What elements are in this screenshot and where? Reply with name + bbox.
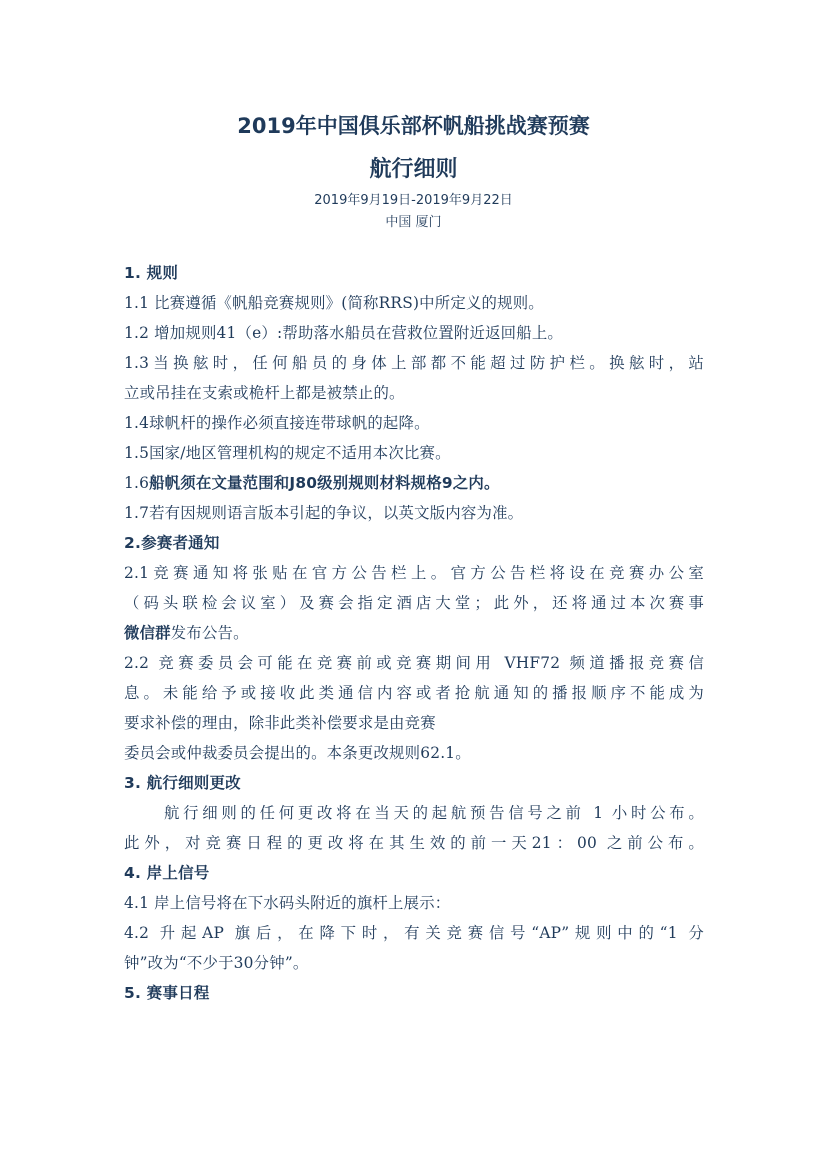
section-heading-shore-signals: 4. 岸上信号 (124, 864, 210, 882)
bold-clause-text: 船帆须在文量范围和J80级别规则材料规格9之内。 (149, 474, 500, 492)
section-heading-rules: 1. 规则 (124, 264, 179, 282)
paragraph-line: 2.1竞赛通知将张贴在官方公告栏上。官方公告栏将设在竞赛办公室 (124, 564, 704, 582)
paragraph-line: 4.2 升起AP 旗后，在降下时，有关竞赛信号“AP”规则中的“1 分 (124, 924, 704, 942)
paragraph-line: 1.5国家/地区管理机构的规定不适用本次比赛。 (124, 444, 451, 462)
event-dates: 2019年9月19日-2019年9月22日 (314, 193, 513, 208)
paragraph-line: 1.2 增加规则41（e）:帮助落水船员在营救位置附近返回船上。 (124, 324, 564, 342)
paragraph-line: 航行细则的任何更改将在当天的起航预告信号之前 1 小时公布。 (164, 804, 704, 822)
section-heading-notices: 2.参赛者通知 (124, 534, 220, 552)
event-location: 中国 厦门 (385, 215, 442, 230)
line-text: 发布公告。 (170, 624, 249, 642)
document-body (124, 258, 704, 1008)
paragraph-line: 4.1 岸上信号将在下水码头附近的旗杆上展示： (124, 894, 451, 912)
paragraph-line (124, 618, 704, 648)
paragraph-line: 1.3当换舷时，任何船员的身体上部都不能超过防护栏。换舷时，站 (124, 354, 704, 372)
paragraph-line: 钟”改为“不少于30分钟”。 (124, 954, 309, 972)
document-title: 2019年中国俱乐部杯帆船挑战赛预赛 (237, 114, 590, 138)
section-heading-amendments: 3. 航行细则更改 (124, 774, 241, 792)
paragraph-line: 息。未能给予或接收此类通信内容或者抢航通知的播报顺序不能成为 (124, 684, 704, 702)
paragraph-line: 1.4球帆杆的操作必须直接连带球帆的起降。 (124, 414, 430, 432)
paragraph-line: 2.2 竞赛委员会可能在竞赛前或竞赛期间用 VHF72 频道播报竞赛信 (124, 654, 704, 672)
paragraph-line: 此外，对竞赛日程的更改将在其生效的前一天21：00 之前公布。 (124, 834, 704, 852)
bold-wechat-group: 微信群 (124, 624, 171, 642)
paragraph-line: 1.7若有因规则语言版本引起的争议，以英文版内容为准。 (124, 504, 524, 522)
paragraph-line: 要求补偿的理由，除非此类补偿要求是由竞赛 (124, 714, 436, 732)
paragraph-line: 委员会或仲裁委员会提出的。本条更改规则62.1。 (124, 744, 471, 762)
paragraph-line: 立或吊挂在支索或桅杆上都是被禁止的。 (124, 384, 405, 402)
clause-number: 1.6 (124, 474, 150, 492)
section-heading-schedule: 5. 赛事日程 (124, 984, 210, 1002)
paragraph-line: （码头联检会议室）及赛会指定酒店大堂；此外，还将通过本次赛事 (124, 594, 704, 612)
document-subtitle: 航行细则 (369, 157, 458, 182)
paragraph-line (124, 468, 704, 498)
paragraph-line: 1.1 比赛遵循《帆船竞赛规则》(简称RRS)中所定义的规则。 (124, 294, 544, 312)
